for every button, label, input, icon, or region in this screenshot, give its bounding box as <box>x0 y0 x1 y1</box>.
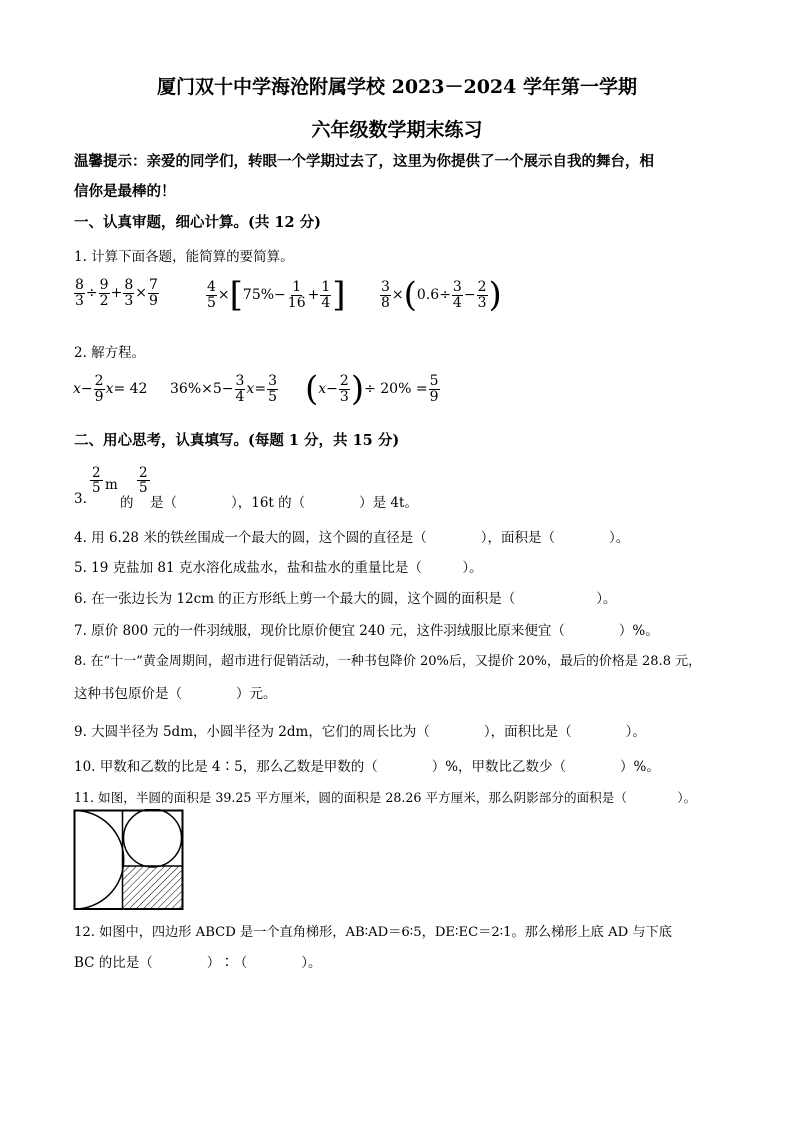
question-11-text: 11. 如图，半圆的面积是 39.25 平方厘米，圆的面积是 28.26 平方厘米，那么阴影部分的面积是（ ）。 <box>74 790 697 805</box>
calc-expression-3: $\frac{3}{8}$ ×(0.6÷ $\frac{3}{4}$ − $\frac{2}{3}$ ) <box>381 275 502 315</box>
question-11-figure <box>73 809 185 912</box>
question-5-text: 5. 19 克盐加 81 克水溶化成盐水，盐和盐水的重量比是（ ）。 <box>74 560 483 576</box>
question-2-text: 2. 解方程。 <box>74 345 146 361</box>
question-3-de: 的 <box>120 495 134 511</box>
notice-line-2: 信你是最棒的！ <box>74 183 176 200</box>
section-2-heading: 二、用心思考，认真填写。(每题 1 分，共 15 分) <box>74 432 400 449</box>
question-12-line-2: BC 的比是（ ）∶（ ）。 <box>74 955 322 971</box>
section-1-heading: 一、认真审题，细心计算。(共 12 分) <box>74 214 321 231</box>
question-10-text: 10. 甲数和乙数的比是 4∶5，那么乙数是甲数的（ ）%，甲数比乙数少（ ）%。 <box>74 759 660 775</box>
question-1-text: 1. 计算下面各题，能简算的要简算。 <box>74 249 294 265</box>
question-3-unit: m <box>105 477 118 493</box>
equation-1: x− $\frac{2}{9}$ x= 42 <box>73 373 148 405</box>
calc-expression-2: $\frac{4}{5}$ ×[75%− $\frac{1}{16}$ + $\frac{1}{4}$ ] <box>207 275 346 315</box>
circle <box>124 809 182 867</box>
semicircle <box>75 811 124 910</box>
equation-3: (x− $\frac{2}{3}$ )÷ 20% = $\frac{5}{9}$ <box>305 369 439 409</box>
question-8-line-2: 这种书包原价是（ ）元。 <box>74 686 277 702</box>
calc-expression-1: $\frac{8}{3}$ ÷ $\frac{9}{2}$ + $\frac{8}{3}$ × $\frac{7}{9}$ <box>75 277 158 309</box>
shaded-region <box>123 866 183 909</box>
question-8-line-1: 8. 在“十一”黄金周期间，超市进行促销活动，一种书包降价 20%后，又提价 20%，最后的价格是 28.8 元， <box>74 654 702 669</box>
question-12-line-1: 12. 如图中，四边形 ABCD 是一个直角梯形，AB∶AD＝6∶5，DE∶EC＝2∶1。那么梯形上底 AD 与下底 <box>74 925 672 940</box>
question-3-fraction-2: 2 5 <box>139 465 148 497</box>
question-7-text: 7. 原价 800 元的一件羽绒服，现价比原价便宜 240 元，这件羽绒服比原来便宜（ ）%。 <box>74 623 659 639</box>
question-3-text: 是（ ），16t 的（ ）是 4t。 <box>150 495 418 511</box>
question-4-text: 4. 用 6.28 米的铁丝围成一个最大的圆，这个圆的直径是（ ），面积是（ ）。 <box>74 530 630 546</box>
question-9-text: 9. 大圆半径为 5dm，小圆半径为 2dm，它们的周长比为（ ），面积比是（ ）。 <box>74 724 646 740</box>
equation-2: 36%×5− $\frac{3}{4}$ x= $\frac{3}{5}$ <box>170 373 277 405</box>
question-6-text: 6. 在一张边长为 12cm 的正方形纸上剪一个最大的圆，这个圆的面积是（ ）。 <box>74 591 617 607</box>
exam-subtitle: 六年级数学期末练习 <box>311 119 483 141</box>
notice-line-1: 温馨提示：亲爱的同学们，转眼一个学期过去了，这里为你提供了一个展示自我的舞台，相 <box>74 153 654 170</box>
question-3-number: 3. <box>74 491 87 507</box>
exam-title: 厦门双十中学海沧附属学校 2023－2024 学年第一学期 <box>157 76 637 98</box>
question-3-fraction-1: 2 5 <box>92 465 101 497</box>
